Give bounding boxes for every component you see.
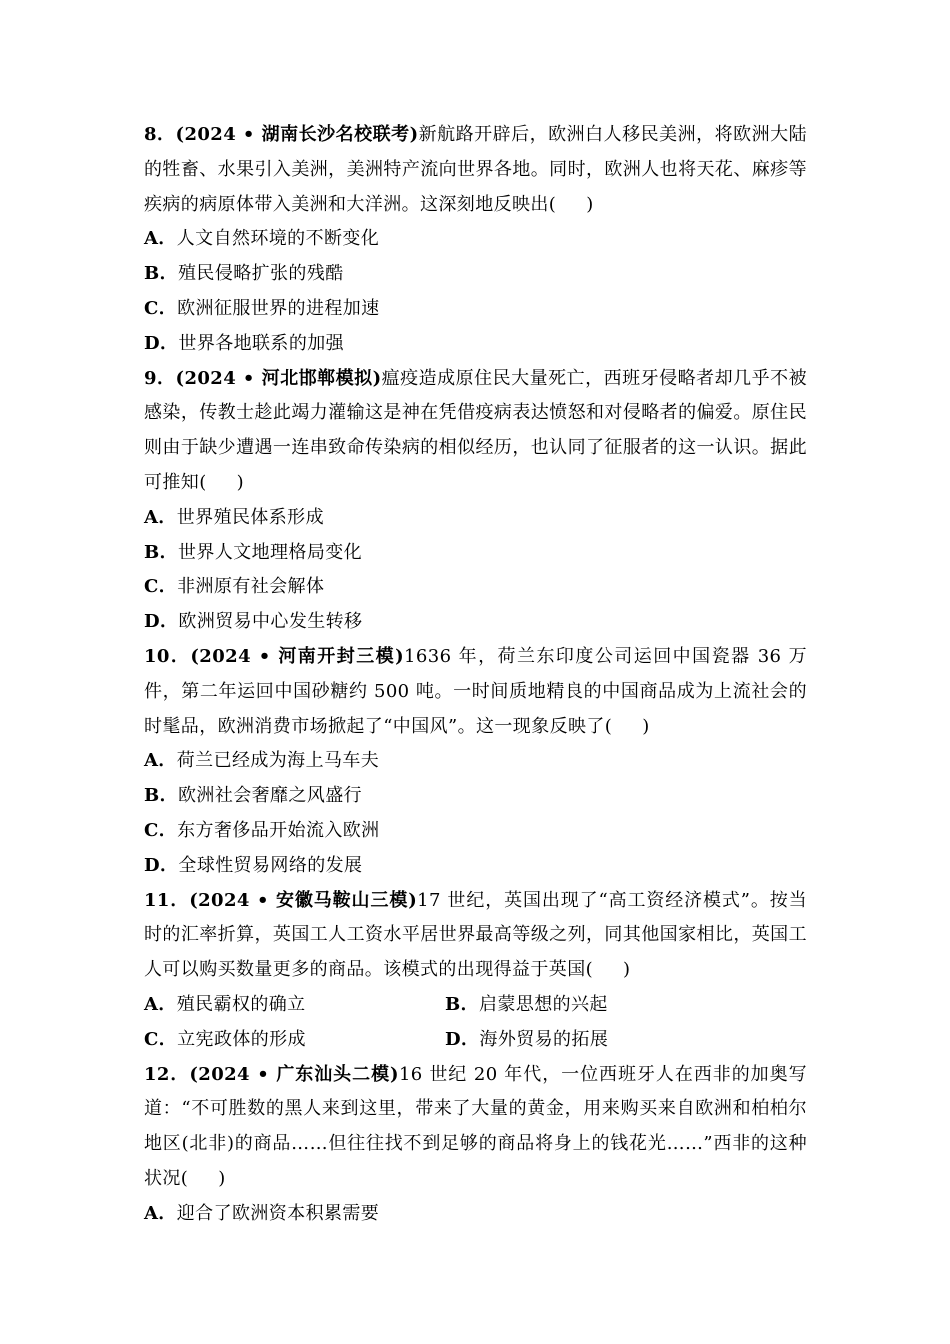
question-source: (2024 • 安徽马鞍山三模) xyxy=(189,889,418,911)
answer-paren-close: ) xyxy=(218,1167,226,1189)
option-text: 立宪政体的形成 xyxy=(177,1028,306,1050)
option-text: 非洲原有社会解体 xyxy=(177,576,325,598)
option-text: 迎合了欧洲资本积累需要 xyxy=(176,1202,380,1224)
answer-paren-close: ) xyxy=(642,715,650,737)
option-letter: D． xyxy=(445,1028,480,1050)
question-stem xyxy=(144,1058,807,1197)
question-number: 9． xyxy=(144,367,176,389)
question-12 xyxy=(144,1058,807,1232)
option-d xyxy=(144,327,807,362)
option-c xyxy=(144,570,807,605)
question-page xyxy=(144,118,807,1232)
question-text: 17 世纪，英国出现了“高工资经济模式”。按当时的汇率折算，英国工人工资水平居世界最高等级之列，同其他国家相比，英国工人可以购买数量更多的商品。该模式的出现得益于英国( xyxy=(144,889,807,981)
question-source: (2024 • 湖南长沙名校联考) xyxy=(175,124,419,145)
option-d xyxy=(144,849,807,884)
question-text: 1636 年，荷兰东印度公司运回中国瓷器 36 万件，第二年运回中国砂糖约 500 吨。一时间质地精良的中国商品成为上流社会的时髦品，欧洲消费市场掀起了“中国风”。这一现象反映了( xyxy=(144,645,807,737)
option-c xyxy=(144,292,807,327)
option-letter: B． xyxy=(445,993,480,1015)
question-text: 16 世纪 20 年代，一位西班牙人在西非的加奥写道：“不可胜数的黑人来到这里，带来了大量的黄金，用来购买来自欧洲和柏柏尔地区(北非)的商品……但往往找不到足够的商品将身上的钱花光……”西非的这种状况( xyxy=(144,1063,807,1189)
question-source: (2024 • 河北邯郸模拟) xyxy=(175,367,382,389)
option-letter: B． xyxy=(144,541,179,563)
option-text: 荷兰已经成为海上马车夫 xyxy=(176,750,380,772)
option-b xyxy=(144,779,807,814)
question-source: (2024 • 河南开封三模) xyxy=(190,645,405,667)
option-d xyxy=(445,1023,746,1058)
option-letter: B． xyxy=(144,263,179,285)
question-text: 新航路开辟后，欧洲白人移民美洲，将欧洲大陆的牲畜、水果引入美洲，美洲特产流向世界各地。同时，欧洲人也将天花、麻疹等疾病的病原体带入美洲和大洋洲。这深刻地反映出( xyxy=(144,124,807,215)
option-letter: C． xyxy=(144,819,178,841)
option-letter: D． xyxy=(144,332,179,354)
answer-paren-close: ) xyxy=(586,193,594,215)
option-text: 东方奢侈品开始流入欧洲 xyxy=(177,819,380,841)
question-stem xyxy=(144,640,807,744)
question-stem xyxy=(144,884,807,988)
question-9 xyxy=(144,362,807,640)
question-source: (2024 • 广东汕头二模) xyxy=(189,1063,399,1085)
question-number: 10． xyxy=(144,645,191,667)
question-8 xyxy=(144,118,807,362)
option-a xyxy=(144,501,807,536)
option-b xyxy=(144,257,807,292)
question-stem xyxy=(144,362,807,501)
option-text: 启蒙思想的兴起 xyxy=(479,993,608,1015)
option-text: 世界人文地理格局变化 xyxy=(178,541,363,563)
option-d xyxy=(144,605,807,640)
option-b xyxy=(144,536,807,571)
question-11 xyxy=(144,884,807,1058)
option-text: 殖民侵略扩张的残酷 xyxy=(178,263,344,285)
question-text: 瘟疫造成原住民大量死亡，西班牙侵略者却几乎不被感染，传教士趁此竭力灌输这是神在凭借疫病表达愤怒和对侵略者的偏爱。原住民则由于缺少遭遇一连串致命传染病的相似经历，也认同了征服者的这一认识。据此可推知( xyxy=(144,367,807,493)
option-letter: A． xyxy=(144,993,177,1015)
question-number: 8． xyxy=(144,124,176,145)
option-letter: D． xyxy=(144,611,179,633)
option-text: 欧洲社会奢靡之风盛行 xyxy=(178,785,363,807)
option-a xyxy=(144,988,445,1023)
option-text: 欧洲征服世界的进程加速 xyxy=(177,297,380,319)
option-letter: A． xyxy=(144,1202,177,1224)
option-a xyxy=(144,1197,807,1232)
option-letter: C． xyxy=(144,1028,178,1050)
option-letter: B． xyxy=(144,785,179,807)
option-text: 世界殖民体系形成 xyxy=(176,506,324,528)
option-c xyxy=(144,1023,445,1058)
option-text: 人文自然环境的不断变化 xyxy=(176,228,380,250)
option-letter: C． xyxy=(144,576,178,598)
option-letter: D． xyxy=(144,854,179,876)
option-letter: A． xyxy=(144,506,177,528)
option-text: 殖民霸权的确立 xyxy=(176,993,306,1015)
option-a xyxy=(144,744,807,779)
answer-paren-close: ) xyxy=(623,959,631,981)
option-b xyxy=(445,988,746,1023)
question-stem xyxy=(144,118,807,222)
question-number: 11． xyxy=(144,889,190,911)
option-a xyxy=(144,222,807,257)
answer-paren-close: ) xyxy=(236,471,245,493)
option-text: 世界各地联系的加强 xyxy=(178,332,345,354)
option-row-cd xyxy=(144,1023,807,1058)
option-letter: C． xyxy=(144,297,178,319)
option-text: 全球性贸易网络的发展 xyxy=(178,854,363,876)
option-letter: A． xyxy=(144,228,177,250)
option-text: 欧洲贸易中心发生转移 xyxy=(178,611,363,633)
option-c xyxy=(144,814,807,849)
option-text: 海外贸易的拓展 xyxy=(479,1028,609,1050)
question-10 xyxy=(144,640,807,884)
option-row-ab xyxy=(144,988,807,1023)
question-number: 12． xyxy=(144,1063,190,1085)
option-letter: A． xyxy=(144,750,177,772)
